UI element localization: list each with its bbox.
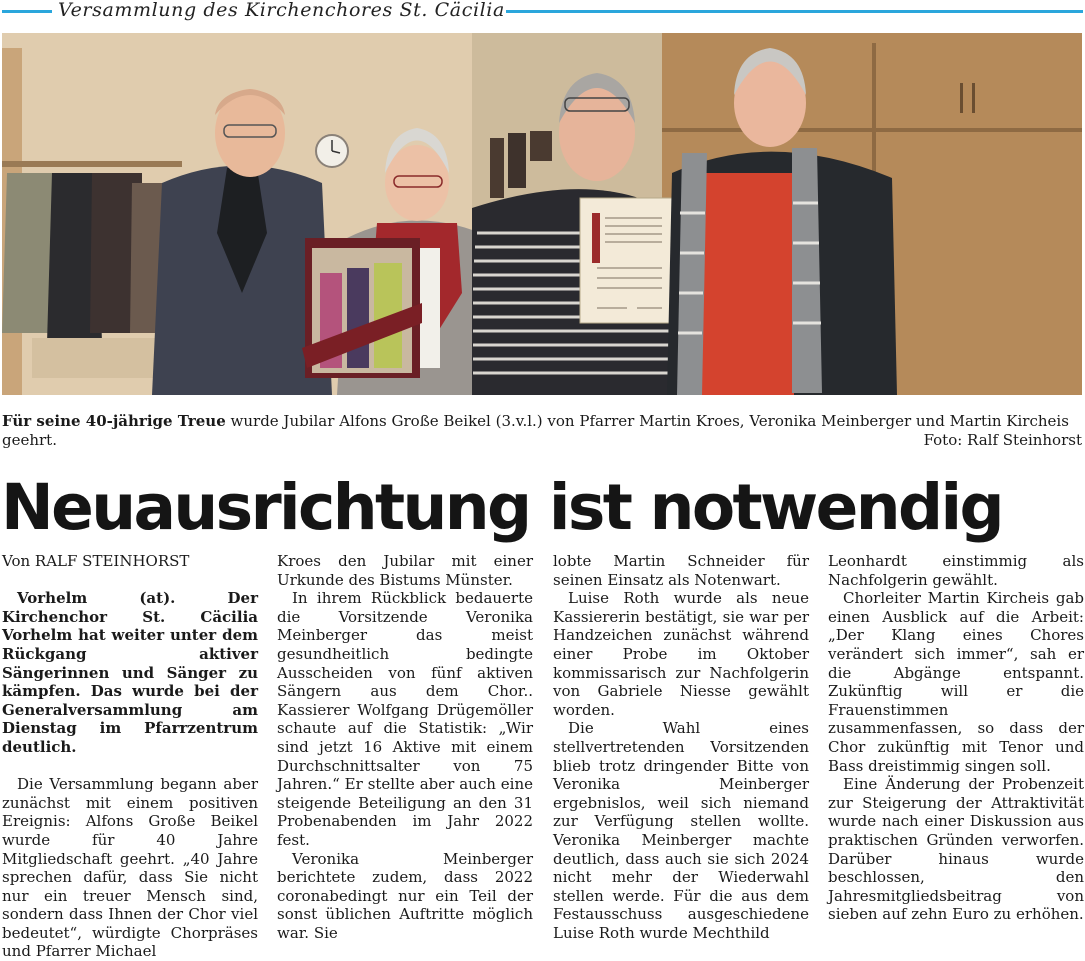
caption-lead: Für seine 40-jährige Treue bbox=[2, 412, 226, 430]
paragraph: Leonhardt einstimmig als Nachfolgerin gewählt. bbox=[828, 552, 1084, 589]
intro-paragraph: Vorhelm (at). Der Kirchenchor St. Cäcilia Vorhelm hat weiter unter dem Rückgang aktiver Sängerinnen und Sänger zu kämpfen. Das wurde bei der Generalversammlung am Dienstag im Pfarrzentrum deutlich. bbox=[2, 589, 258, 756]
paragraph: Die Wahl eines stellvertretenden Vorsitzenden blieb trotz dringender Bitte von Veronika Meinberger ergebnislos, weil sich niemand zur Verfügung stellen wollte. Veronika Meinberger machte deutlich, dass auch sie sich 2024 nicht mehr der Wiederwahl stellen werde. Für die aus dem Festausschuss ausgeschiedene Luise Roth wurde Mechthild bbox=[553, 719, 809, 942]
kicker-rule-left bbox=[2, 10, 52, 13]
byline: Von RALF STEINHORST bbox=[2, 552, 190, 570]
paragraph: Veronika Meinberger berichtete zudem, dass 2022 coronabedingt nur ein Teil der sonst üblichen Auftritte möglich war. Sie bbox=[277, 849, 533, 942]
photo-caption bbox=[2, 412, 1082, 450]
column-4 bbox=[828, 552, 1084, 924]
kicker-text: Versammlung des Kirchenchores St. Cäcilia bbox=[58, 0, 505, 21]
kicker-rule-right bbox=[506, 10, 1083, 13]
paragraph: In ihrem Rückblick bedauerte die Vorsitzende Veronika Meinberger das meist gesundheitlich bedingte Ausscheiden von fünf aktiven Sängern aus dem Chor.. Kassierer Wolfgang Drügemöller schaute auf die Statistik: „Wir sind jetzt 16 Aktive mit einem Durchschnittsalter von 75 Jahren.“ Er stellte aber auch eine steigende Beteiligung an den 31 Probenabenden im Jahr 2022 fest. bbox=[277, 589, 533, 849]
paragraph: Die Versammlung begann aber zunächst mit einem positiven Ereignis: Alfons Große Beikel wurde für 40 Jahre Mitgliedschaft geehrt. „40 Jahre sprechen dafür, dass Sie nicht nur ein treuer Mensch sind, sondern dass Ihnen der Chor viel bedeutet“, würdigte Chorpräses und Pfarrer Michael bbox=[2, 775, 258, 961]
column-3 bbox=[553, 552, 809, 942]
article-headline: Neuausrichtung ist notwendig bbox=[1, 471, 1003, 544]
photo-credit: Foto: Ralf Steinhorst bbox=[923, 431, 1082, 449]
paragraph: Chorleiter Martin Kircheis gab einen Ausblick auf die Arbeit: „Der Klang eines Chores verändert sich immer“, sah er die Abgänge entspannt. Zukünftig will er die Frauenstimmen zusammenfassen, so dass der Chor zukünftig mit Tenor und Bass dreistimmig singen soll. bbox=[828, 589, 1084, 775]
paragraph: Kroes den Jubilar mit einer Urkunde des Bistums Münster. bbox=[277, 552, 533, 589]
paragraph: lobte Martin Schneider für seinen Einsatz als Notenwart. bbox=[553, 552, 809, 589]
column-1 bbox=[2, 552, 258, 961]
article-photo bbox=[2, 33, 1082, 395]
paragraph: Eine Änderung der Probenzeit zur Steigerung der Attraktivität wurde nach einer Diskussion aus praktischen Gründen verworfen. Darüber hinaus wurde beschlossen, den Jahresmitgliedsbeitrag von sieben auf zehn Euro zu erhöhen. bbox=[828, 775, 1084, 924]
paragraph: Luise Roth wurde als neue Kassiererin bestätigt, sie war per Handzeichen zunächst während einer Probe im Oktober kommissarisch zur Nachfolgerin von Gabriele Niesse gewählt worden. bbox=[553, 589, 809, 719]
column-2 bbox=[277, 552, 533, 942]
kicker-bar bbox=[0, 0, 1085, 24]
caption-text: wurde Jubilar Alfons Große Beikel (3.v.l.) von Pfarrer Martin Kroes, Veronika Meinberger und Martin Kircheis geehrt. bbox=[2, 412, 1069, 449]
